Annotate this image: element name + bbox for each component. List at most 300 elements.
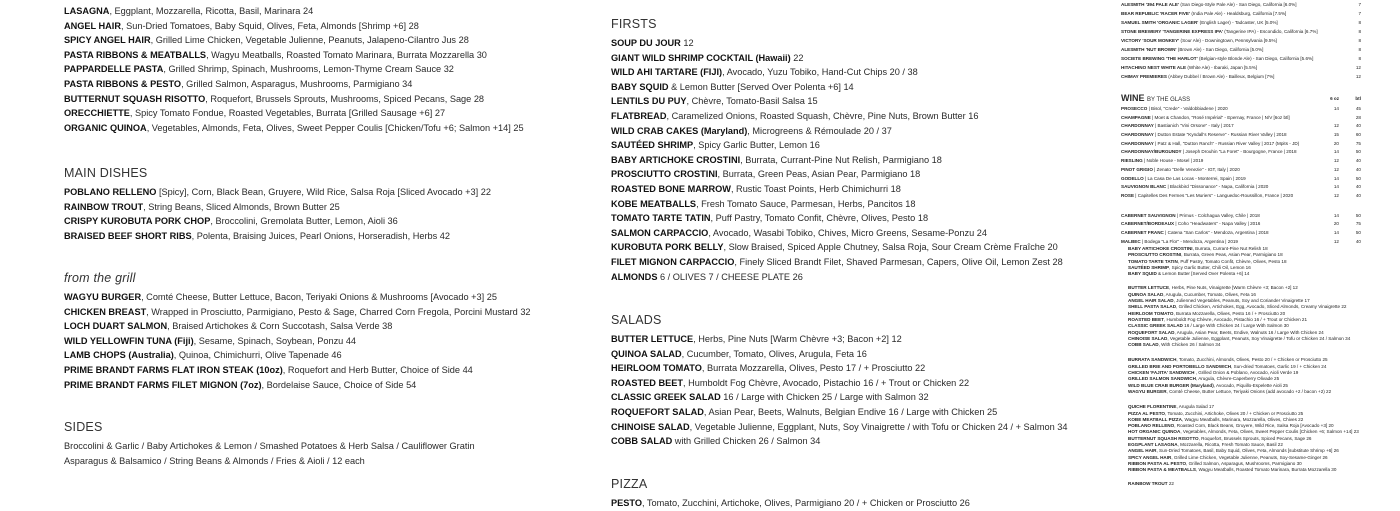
item-name: PINOT GRIGIO (1121, 166, 1153, 172)
section-heading-pizza: PIZZA (611, 477, 648, 491)
item-name: EGGPLANT LASAGNA (1128, 442, 1178, 448)
item-description: , With Chicken 26 / Salmon 34 (1158, 342, 1221, 348)
item-description: , Grilled Chicken, Artichokes, Egg, Avocado, Sliced Almonds, Creamy Vinaigrette 22 (1176, 304, 1347, 310)
glass-price: 12 (1333, 192, 1339, 198)
item-name: STONE BREWERY 'TANGERINE EXPRESS IPA' (1121, 29, 1223, 34)
item-name: GRILLED SALMON SANDWICH (1128, 376, 1196, 382)
wine-item (1121, 131, 1361, 140)
item-description: 6 / OLIVES 7 / CHEESE PLATE 26 (657, 271, 803, 282)
menu-item (64, 19, 524, 34)
item-name: ANGEL HAIR SALAD (1128, 298, 1174, 304)
item-description: , Avocado, Wasabi Tobiko, Chives, Micro Greens, Sesame-Ponzu 24 (708, 227, 987, 238)
item-name: RIESLING (1121, 158, 1143, 164)
section-heading-firsts: FIRSTS (611, 17, 657, 31)
item-description: , Grilled Lime Chicken, Vegetable Julienne, Peanuts, Jalapeno-Cilantro Jus 28 (150, 35, 469, 46)
menu-item (611, 51, 1063, 66)
menu-item (64, 290, 531, 305)
item-name: SOUP DU JOUR (611, 38, 681, 48)
wine-item (1121, 220, 1361, 229)
menu-item (611, 270, 1063, 285)
item-description: , Microgreens & Rémoulade 20 / 37 (747, 125, 892, 136)
item-description: , Comté Cheese, Butter Lettuce, Teriyaki Onions (add avocado +2 / bacon +2) 22 (1166, 388, 1332, 394)
item-description: , Burrata Mozzarella, Olives, Pesto 17 / + Prosciutto 22 (701, 363, 926, 374)
item-description: (White Ale) - Ibaraki, Japan [5.5%] (1186, 65, 1258, 70)
item-description: , Finely Sliced Brandt Filet, Shaved Parmesan, Capers, Olive Oil, Lemon Zest 28 (734, 256, 1063, 267)
item-name: ANGEL HAIR (1128, 448, 1157, 454)
glass-price: 12 (1333, 158, 1339, 164)
item-name: QUINOA SALAD (1128, 291, 1164, 297)
item-name: WAGYU BURGER (1128, 388, 1167, 394)
item-name: BABY ARTICHOKE CROSTINI (611, 154, 741, 165)
beer-item (1121, 9, 1361, 18)
item-name: LOCH DUART SALMON (64, 321, 168, 332)
menu-item-list (1128, 481, 1368, 487)
firsts-section (611, 17, 1063, 284)
item-description: , Tomato, Zucchini, Artichoke, Olives, Parmigiano 20 / + Chicken or Prosciutto 26 (641, 498, 970, 508)
item-name: SAUVIGNON BLANC (1121, 184, 1167, 190)
wine-item (1121, 122, 1361, 131)
wine-item (1121, 140, 1361, 149)
item-price: 12 (1355, 65, 1361, 70)
wine-subtitle: BY THE GLASS (1147, 97, 1191, 103)
item-name: BRAISED BEEF SHORT RIBS (64, 230, 192, 241)
item-description: , Vegetables, Almonds, Feta, Olives, Sweet Pepper Coulis [Chicken +6; Salmon +14] 23 (1180, 429, 1359, 435)
pizza-section (611, 477, 970, 511)
item-name: WILD AHI TARTARE (FIJI) (611, 67, 723, 78)
item-description: | Coho "Headwaters" - Napa Valley | 2016 (1174, 221, 1261, 227)
bottle-price: 50 (1355, 175, 1361, 181)
item-name: POBLANO RELLENO (1128, 423, 1175, 429)
item-description: (Tangerine IPA) - Escondido, California [6.7%] (1223, 29, 1318, 34)
item-name: HOT ORGANIC QUINOA (1128, 429, 1181, 435)
item-description: [Spicy], Corn, Black Bean, Gruyere, Wild Rice, Salsa Roja [Sliced Avocado +3] 22 (156, 187, 491, 197)
menu-item (64, 48, 524, 63)
item-name: BEAR REPUBLIC 'RACER FIVE' (1121, 11, 1191, 16)
item-description: | Joseph Drouhin "La Foret" - Bourgogne, France | 2018 (1181, 149, 1297, 155)
item-price: 8 (1358, 56, 1361, 61)
item-name: ALESMITH 'NUT BROWN' (1121, 47, 1177, 52)
wine-col-glass: 6 oz (1330, 96, 1339, 101)
item-description: , Arugula, Cucumber, Tomato, Olives, Feta 16 (1163, 291, 1256, 297)
item-description: , Arugula Salad 17 (1176, 404, 1215, 410)
menu-item (611, 138, 1063, 153)
bottle-price: 60 (1355, 132, 1361, 138)
item-description: , Humboldt Fog Chèvre, Avocado, Pistachio 16 / + Trout or Chicken 22 (682, 377, 970, 388)
item-description: & Lemon Butter [Served Over Polenta +6] 14 (1156, 271, 1250, 277)
item-description: | Dutton Estate "Kyndall's Reserve" - Russian River Valley | 2018 (1153, 132, 1287, 138)
item-name: CABERNET FRANC (1121, 229, 1164, 235)
item-name: BABY SQUID (611, 81, 669, 92)
menu-item-list (1128, 404, 1368, 473)
item-description: | Catena "San Carlos" - Mendoza, Argentina | 2018 (1163, 229, 1269, 235)
item-name: KUROBUTA PORK BELLY (611, 242, 724, 253)
item-description: , Wagyu Meatballs, Roasted Tomato Marinara, Burrata Mozzarella 30 (1195, 467, 1337, 473)
beer-item (1121, 63, 1361, 72)
menu-item (64, 229, 491, 244)
menu-item (611, 226, 1063, 241)
item-name: BUTTERNUT SQUASH RISOTTO (64, 93, 206, 104)
menu-item (64, 62, 524, 77)
menu-item (64, 4, 524, 19)
menu-item (611, 376, 1067, 391)
item-name: SALMON CARPACCIO (611, 227, 709, 238)
wine-item (1121, 212, 1361, 221)
wine-item-list (1121, 212, 1361, 247)
item-description: | Noble House - Mosel | 2019 (1142, 158, 1204, 164)
bottle-price: 28 (1355, 114, 1361, 120)
item-name: PRIME BRANDT FARMS FILET MIGNON (7oz) (64, 379, 262, 390)
menu-item (611, 80, 1063, 95)
menu-item (1128, 271, 1368, 277)
bottle-price: 50 (1355, 212, 1361, 218)
menu-item-list (64, 4, 524, 135)
item-description: 16 / Large with Chicken 25 / Large with Salmon 32 (720, 392, 929, 403)
menu-item-list (64, 290, 531, 392)
item-name: ROASTED BEET (611, 377, 683, 388)
item-description: , Bordelaise Sauce, Choice of Side 54 (261, 379, 417, 390)
section-heading-main-dishes: MAIN DISHES (64, 166, 148, 180)
item-description: | Capitelles Des Fermes "Les Muriers" - Languedoc-Roussillon, France | 2020 (1134, 192, 1294, 198)
item-name: VICTORY 'SOUR MONKEY' (1121, 38, 1180, 43)
item-description: , Spicy Garlic Butter, Chili Oil, Lemon 16 (1169, 264, 1251, 270)
menu-item (611, 347, 1067, 362)
glass-price: 14 (1333, 184, 1339, 190)
item-description: , Puff Pastry, Tomato Confit, Chèvre, Olives, Pesto 18 (710, 213, 929, 224)
item-name: ROASTED BONE MARROW (611, 183, 731, 194)
item-name: ROSE (1121, 192, 1135, 198)
bottle-price: 40 (1355, 158, 1361, 164)
item-name: PROSCIUTTO CROSTINI (1128, 252, 1182, 258)
wine-col-bottle: btl (1355, 96, 1361, 101)
bottle-price: 50 (1355, 149, 1361, 155)
item-name: BURRATA SANDWICH (1128, 357, 1177, 363)
item-name: RAINBOW TROUT (1128, 480, 1168, 486)
item-name: PROSECCO (1121, 106, 1148, 111)
section-heading-salads: SALADS (611, 313, 662, 327)
item-description: , Wrapped in Prosciutto, Parmigiano, Pesto & Sage, Charred Corn Fregola, Porcini Mustard 32 (146, 306, 531, 317)
item-description: , Caramelized Onions, Roasted Squash, Chèvre, Pine Nuts, Brown Butter 16 (666, 110, 979, 121)
glass-price: 15 (1333, 132, 1339, 138)
item-name: ALESMITH '394 PALE ALE' (1121, 2, 1180, 7)
item-description: & Lemon Butter [Served Over Polenta +6] 14 (668, 81, 854, 92)
item-description: 22 (1167, 480, 1174, 486)
item-name: CHARDONNAY (1121, 132, 1154, 138)
item-description: , Grilled Lime Chicken, Vegetable Julienne, Peanuts, Soy-Sesame-Ginger 26 (1171, 454, 1328, 460)
item-name: LENTILS DU PUY (611, 96, 687, 107)
glass-price: 12 (1333, 123, 1339, 129)
item-name: CLASSIC GREEK SALAD (1128, 323, 1183, 329)
item-name: CHINOISE SALAD (611, 421, 690, 432)
item-name: COBB SALAD (1128, 342, 1159, 348)
item-name: BABY SQUID (1128, 271, 1157, 277)
sides-section (64, 420, 475, 468)
wine-item (1121, 148, 1361, 157)
menu-item (64, 214, 491, 229)
item-description: , Roasted Corn, Black Beans, Gruyere, Wild Rice, Salsa Roja [Avocado +3] 20 (1174, 423, 1334, 429)
item-name: KOBE MEATBALL PIZZA (1128, 416, 1182, 422)
item-description: , Rustic Toast Points, Herb Chimichurri 18 (730, 183, 901, 194)
item-name: GODELLO (1121, 175, 1144, 181)
menu-item (611, 240, 1063, 255)
beer-item (1121, 54, 1361, 63)
item-name: PAPPARDELLE PASTA (64, 64, 164, 75)
bottle-price: 75 (1355, 140, 1361, 146)
item-name: QUICHE FLORENTINE (1128, 404, 1177, 410)
menu-item (611, 153, 1063, 168)
item-name: ROASTED BEET (1128, 316, 1164, 322)
item-name: MALBEC (1121, 238, 1141, 244)
item-description: , Sun-Dried Tomatoes, Basil, Baby Squid, Olives, Feta, Almonds [substitute Shrimp +6] 26 (1156, 448, 1339, 454)
bottle-price: 40 (1355, 123, 1361, 129)
item-description: 22 (790, 52, 804, 63)
section-heading-sides: SIDES (64, 420, 103, 434)
item-name: GIANT WILD SHRIMP COCKTAIL (Hawaii) (611, 52, 791, 63)
item-name: RIBBON PASTA AL PESTO (1128, 460, 1187, 466)
menu-item (64, 363, 531, 378)
wine-item (1121, 192, 1361, 201)
item-price: 8 (1358, 47, 1361, 52)
menu-item (611, 434, 1067, 449)
item-description: , Burrata Mozzarella, Olives, Pesto 16 / + Prosciutto 20 (1173, 310, 1286, 316)
sides-line: Broccolini & Garlic / Baby Artichokes & Lemon / Smashed Potatoes & Herb Salsa / Cauliflower Gratin (64, 441, 475, 451)
wine-item-list (1121, 105, 1361, 201)
item-description: , Broccolini, Gremolata Butter, Lemon, Aioli 36 (210, 216, 398, 227)
item-name: BUTTERNUT SQUASH RISOTTO (1128, 435, 1199, 441)
item-description: (English Lager) - Tadcaster, UK [5.0%] (1198, 20, 1278, 25)
wine-item (1121, 229, 1361, 238)
bottle-price: 50 (1355, 229, 1361, 235)
item-name: PASTA RIBBONS & PESTO (64, 78, 182, 89)
item-description: , Eggplant, Mozzarella, Ricotta, Basil, Marinara 24 (109, 6, 314, 16)
bottle-price: 40 (1355, 166, 1361, 172)
item-description: (San Diego-Style Pale Ale) - San Diego, California [6.0%] (1179, 2, 1297, 7)
item-description: , Herbs, Pine Nuts, Vinaigrette [Warm Chèvre +3; Bacon +2] 12 (1169, 285, 1298, 291)
item-description: , Roquefort and Herb Butter, Choice of Side 44 (282, 364, 473, 375)
item-name: RAINBOW TROUT (64, 201, 144, 212)
item-price: 8 (1358, 38, 1361, 43)
menu-item (1128, 342, 1368, 348)
item-name: WILD YELLOWFIN TUNA (Fiji) (64, 335, 194, 346)
item-description: , Polenta, Braising Juices, Pearl Onions, Horseradish, Herbs 42 (191, 230, 451, 241)
item-price: 7 (1358, 2, 1361, 7)
item-price: 12 (1355, 74, 1361, 79)
menu-item (611, 405, 1067, 420)
item-name: BUTTER LETTUCE (1128, 285, 1170, 291)
item-description: , Sun-dried Tomatoes, Garlic 19 / + Chicken 24 (1231, 363, 1327, 369)
item-description: , Quinoa, Chimichurri, Olive Tapenade 46 (173, 350, 342, 361)
beer-item (1121, 36, 1361, 45)
menu-item (611, 361, 1067, 376)
item-name: SHELL PASTA SALAD (1128, 304, 1177, 310)
sides-line: Asparagus & Balsamico / String Beans & Almonds / Fries & Aioli / 12 each (64, 455, 365, 466)
item-name: CHARDONNAY (1121, 123, 1154, 129)
menu-item (64, 378, 531, 393)
wine-item (1121, 114, 1361, 123)
item-name: BUTTER LETTUCE (611, 334, 694, 344)
menu-item (64, 319, 531, 334)
item-description: , Burrata, Green Peas, Asian Pear, Parmigiano 18 (717, 169, 921, 180)
item-description: , Chèvre, Tomato-Basil Salsa 15 (686, 96, 818, 107)
item-description: (Abbey Dubbel / Brown Ale) - Bailleux, Belgium [7%] (1166, 74, 1275, 79)
bottle-price: 40 (1355, 184, 1361, 190)
item-name: CHICKEN 'FAJITA' SANDWICH (1128, 370, 1195, 376)
item-description: (Sour Ale) - Downingtown, Pennsylvania [9.5%] (1179, 38, 1277, 43)
glass-price: 12 (1333, 238, 1339, 244)
menu-item (611, 167, 1063, 182)
item-description: , Arugula, Asian Pear, Beets, Endive, Walnuts 16 / Large With Chicken 24 (1174, 329, 1324, 335)
menu-item (611, 36, 1063, 51)
menu-item-list (611, 332, 1067, 449)
menu-item (611, 182, 1063, 197)
menu-item (611, 109, 1063, 124)
item-description: (Belgian-style Blonde Ale) - San Diego, California [5.6%] (1197, 56, 1314, 61)
item-description: | Bodega "La Flor" - Mendoza, Argentina | 2019 (1140, 238, 1238, 244)
item-name: PESTO (611, 498, 642, 508)
item-name: PASTA RIBBONS & MEATBALLS (64, 49, 207, 60)
beer-item (1121, 45, 1361, 54)
item-name: BABY ARTICHOKE CROSTINI (1128, 246, 1193, 251)
item-name: ANGEL HAIR (64, 20, 121, 31)
item-name: CHARDONNAY (1121, 140, 1154, 146)
menu-item-list (1128, 357, 1368, 395)
item-name: POBLANO RELLENO (64, 187, 157, 197)
item-description: , Sun-Dried Tomatoes, Baby Squid, Olives, Feta, Almonds [Shrimp +6] 28 (121, 20, 419, 31)
item-description: , Humboldt Fog Chèvre, Avocado, Pistachio 16 / + Trout or Chicken 21 (1164, 316, 1308, 322)
item-description: , Julienned Vegetables, Peanuts, Soy and Coriander Vinaigrette 17 (1173, 298, 1310, 304)
item-description: , Burrata, Green Peas, Asian Pear, Parmigiano 18 (1181, 252, 1283, 258)
item-description: 16 / Large With Chicken 24 / Large With Salmon 30 (1182, 323, 1289, 329)
wine-list (1121, 93, 1361, 246)
bottle-price: 40 (1355, 238, 1361, 244)
menu-item-list (1128, 285, 1368, 348)
item-description: , Grilled Salmon, Asparagus, Mushrooms, Parmigiano 30 (1186, 460, 1302, 466)
wine-item (1121, 183, 1361, 192)
item-name: HITACHINO NEST WHITE ALE (1121, 65, 1187, 70)
menu-item (64, 185, 491, 200)
item-name: ROQUEFORT SALAD (611, 406, 704, 417)
menu-item (64, 77, 524, 92)
item-description: , Burrata, Currant-Pine Nut Relish 18 (1192, 246, 1268, 251)
item-price: 7 (1358, 11, 1361, 16)
item-name: RIBBON PASTA & MEATBALLS (1128, 467, 1196, 473)
menu-item (611, 211, 1063, 226)
menu-item (611, 420, 1067, 435)
item-name: CHAMPAGNE (1121, 114, 1151, 120)
menu-item (64, 200, 491, 215)
wine-item (1121, 238, 1361, 247)
glass-price: 12 (1333, 166, 1339, 172)
item-description: , Spicy Tomato Fondue, Roasted Vegetables, Burrata [Grilled Sausage +6] 27 (129, 108, 446, 119)
item-description: , Wagyu Meatballs, Marinara, Mozzarella, Olives, Chives 22 (1181, 416, 1304, 422)
menu-item (64, 121, 524, 136)
wine-title: WINE (1121, 93, 1145, 103)
item-name: CRISPY KUROBUTA PORK CHOP (64, 216, 211, 227)
item-name: LASAGNA (64, 6, 110, 16)
item-name: FLATBREAD (611, 110, 667, 121)
menu-item (64, 348, 531, 363)
menu-item (611, 390, 1067, 405)
main-dishes-section (64, 166, 491, 243)
item-description: , Sesame, Spinach, Soybean, Ponzu 44 (193, 335, 357, 346)
item-description: , Vegetable Julienne, Eggplant, Nuts, Soy Vinaigrette / with Tofu or Chicken 24 / + Salmon 34 (689, 421, 1068, 432)
item-name: GRILLED BRIE AND PORTOBELLO SANDWICH (1128, 363, 1232, 369)
item-name: CHIMAY PREMIERES (1121, 74, 1167, 79)
menu-item (1128, 389, 1368, 395)
section-heading-grill: from the grill (64, 271, 136, 285)
item-name: ORGANIC QUINOA (64, 122, 147, 133)
item-name: ALMONDS (611, 271, 658, 282)
menu-item (611, 197, 1063, 212)
menu-item-list (1128, 246, 1368, 277)
glass-price: 20 (1333, 221, 1339, 227)
item-name: HEIRLOOM TOMATO (1128, 310, 1174, 316)
menu-item (1128, 467, 1368, 473)
item-description: , Vegetables, Almonds, Feta, Olives, Sweet Pepper Coulis [Chicken/Tofu +6; Salmon +14] 25 (146, 122, 524, 133)
item-description: | Moet & Chandon, "Rosé Impérial" - Epernay, France | N/V [6oz btl] (1150, 114, 1290, 120)
item-name: SAUTÉED SHRIMP (611, 140, 694, 151)
item-description: , Grilled Onion & Poblano, Avocado, Aioli Verde 19 (1194, 370, 1299, 376)
menu-item (611, 496, 970, 511)
item-description: , Tomato, Zucchini, Almonds, Olives, Pesto 20 / + Chicken or Prosciutto 25 (1176, 357, 1328, 363)
item-description: , Cucumber, Tomato, Olives, Arugula, Feta 16 (681, 348, 867, 359)
salads-section (611, 313, 1067, 449)
item-description: , Herbs, Pine Nuts [Warm Chèvre +3; Bacon +2] 12 (693, 334, 902, 344)
item-description: , Avocado, Yuzu Tobiko, Hand-Cut Chips 20 / 38 (722, 67, 918, 78)
menu-item (64, 33, 524, 48)
menu-item (1128, 481, 1368, 487)
item-description: , Wagyu Meatballs, Roasted Tomato Marinara, Burrata Mozzarella 30 (206, 49, 487, 60)
item-name: ORECCHIETTE (64, 108, 130, 119)
item-description: , Fresh Tomato Sauce, Parmesan, Herbs, Pancitos 18 (696, 198, 916, 209)
item-name: CHICKEN BREAST (64, 306, 147, 317)
item-description: (Brown Ale) - San Diego, California [5.0%] (1176, 47, 1264, 52)
beer-item (1121, 18, 1361, 27)
item-name: ROQUEFORT SALAD (1128, 329, 1175, 335)
item-name: SPICY ANGEL HAIR (1128, 454, 1172, 460)
item-name: SPICY ANGEL HAIR (64, 35, 151, 46)
glass-price: 14 (1333, 149, 1339, 155)
item-description: , Tomato, Zucchini, Artichoke, Olives 20 / + Chicken or Prosciutto 25 (1165, 410, 1304, 416)
beer-item (1121, 0, 1361, 9)
item-description: 12 (680, 38, 694, 48)
item-description: | Blackbird "Dissonance" - Napa, California | 2020 (1166, 184, 1269, 190)
grill-section (64, 271, 531, 392)
item-name: WAGYU BURGER (64, 292, 142, 302)
item-name: TOMATO TARTE TATIN (1128, 258, 1178, 264)
item-name: SAUTÉED SHRIMP (1128, 264, 1170, 270)
bottle-price: 75 (1355, 221, 1361, 227)
menu-item (611, 94, 1063, 109)
item-name: CABERNET/BORDEAUX (1121, 221, 1175, 227)
item-description: | Primus - Colchagua Valley, Chile | 2018 (1175, 212, 1260, 218)
item-name: CABERNET SAUVIGNON (1121, 212, 1176, 218)
item-price: 8 (1358, 20, 1361, 25)
sides-line-list (64, 439, 475, 468)
beer-list (1121, 0, 1361, 81)
item-name: FILET MIGNON CARPACCIO (611, 256, 735, 267)
item-name: TOMATO TARTE TATIN (611, 213, 711, 224)
item-name: HEIRLOOM TOMATO (611, 363, 702, 374)
menu-item (64, 334, 531, 349)
item-description: , Arugula, Chèvre-Caperberry Olivade 25 (1195, 376, 1280, 382)
item-name: LAMB CHOPS (Australia) (64, 350, 174, 361)
item-name: KOBE MEATBALLS (611, 198, 697, 209)
menu-item-list (64, 185, 491, 243)
item-description: (India Pale Ale) - Healdsburg, California [7.5%] (1190, 11, 1287, 16)
item-description: with Grilled Chicken 26 / Salmon 34 (672, 436, 821, 447)
item-name: QUINOA SALAD (611, 348, 682, 359)
item-description: | La Casa De Las Locas - Monterrei, Spain | 2019 (1143, 175, 1246, 181)
